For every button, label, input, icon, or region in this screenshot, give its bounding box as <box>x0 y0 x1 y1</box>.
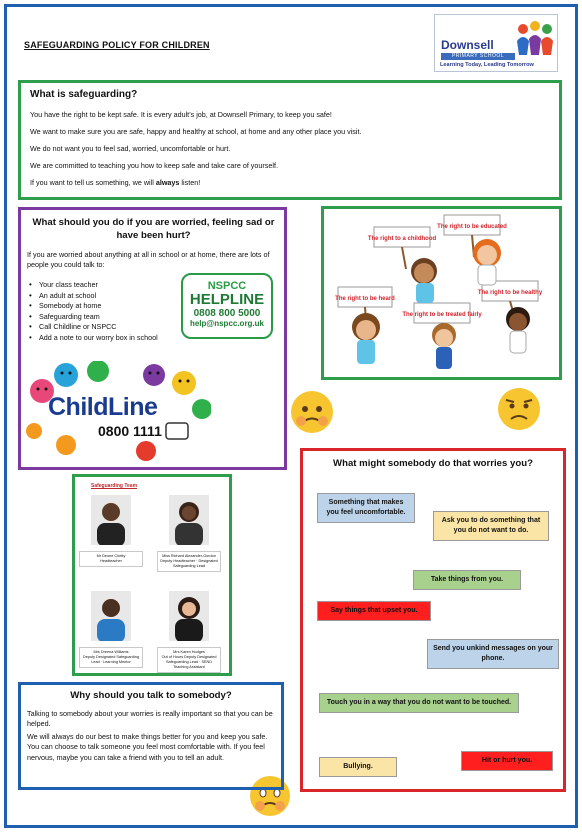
worried-heading: What should you do if you are worried, feeling sad or have been hurt? <box>32 217 275 241</box>
why-heading: Why should you talk to somebody? <box>70 690 232 701</box>
worry-tag: Ask you to do something that you do not want to do. <box>433 511 549 541</box>
worry-tag: Hit or hurt you. <box>461 751 553 771</box>
logo-band: PRIMARY SCHOOL <box>441 53 515 60</box>
team-member-photo <box>169 495 209 545</box>
rights-sign-fairly: The right to be treated fairly <box>402 312 482 318</box>
what-is-safeguarding-box <box>18 80 562 200</box>
team-title: Safeguarding Team <box>91 483 138 489</box>
what-line: We are committed to teaching you how to keep safe and take care of yourself. <box>30 161 278 170</box>
member-name: Miss Richard Alexander-Gordon <box>162 554 216 558</box>
why-talk-box <box>18 682 284 790</box>
worried-intro: If you are worried about anything at all in school or at home, there are lots of people you could talk to: <box>27 250 270 269</box>
safeguarding-team-box <box>72 474 232 676</box>
nspcc-email: help@nspcc.org.uk <box>189 319 265 328</box>
team-member-card <box>79 495 143 567</box>
member-name: Mr Deone Chetty <box>96 554 126 558</box>
rights-sign-heard: The right to be heard <box>335 296 395 302</box>
rights-sign-educated: The right to be educated <box>437 224 507 230</box>
what-line-listen <box>30 178 200 187</box>
team-member-photo <box>91 591 131 641</box>
member-name: Mrs Karen Hodges <box>173 650 205 654</box>
nspcc-helpline: HELPLINE <box>189 291 265 308</box>
worry-tag: Send you unkind messages on your phone. <box>427 639 559 669</box>
worries-heading: What might somebody do that worries you? <box>333 458 533 469</box>
member-role: Out of Hours Deputy Designated Safeguarding Lead · SEND Teaching Assistant <box>161 655 217 669</box>
worries-box <box>300 448 566 792</box>
listen-text-start: If you want to tell us something, we will <box>30 178 156 187</box>
list-item: • Your class teacher <box>27 280 158 291</box>
team-member-photo <box>91 495 131 545</box>
member-role: Headteacher <box>100 559 122 563</box>
childline-name: ChildLine <box>48 393 158 421</box>
people-list <box>27 280 158 344</box>
worry-tag: Say things that upset you. <box>317 601 431 621</box>
childline-number: 0800 1111 <box>98 423 162 439</box>
worry-tag: Something that makes you feel uncomfortable. <box>317 493 415 523</box>
why-paragraph: Talking to somebody about your worries is really important so that you can be helped. <box>27 709 273 729</box>
team-member-card <box>157 591 221 673</box>
team-member-card <box>157 495 221 572</box>
list-item: • Call Childline or NSPCC <box>27 322 158 333</box>
what-line: We want to make sure you are safe, happy and healthy at school, at home and any other place you visit. <box>30 127 362 136</box>
nspcc-helpline-logo <box>181 273 273 339</box>
rights-sign-childhood: The right to a childhood <box>367 236 437 242</box>
rights-illustration-box <box>321 206 562 380</box>
worry-tag: Touch you in a way that you do not want to be touched. <box>319 693 519 713</box>
team-member-name <box>157 647 221 673</box>
rights-sign-healthy: The right to be healthy <box>477 290 543 296</box>
worry-tag: Take things from you. <box>413 570 521 590</box>
logo-tagline: Learning Today, Leading Tomorrow <box>440 62 534 68</box>
list-item: • Add a note to our worry box in school <box>27 333 158 344</box>
listen-text-end: listen! <box>179 178 201 187</box>
team-member-photo <box>169 591 209 641</box>
member-role: Deputy Designated Safeguarding Lead · Learning Mentor <box>83 655 139 664</box>
what-line: We do not want you to feel sad, worried, uncomfortable or hurt. <box>30 144 231 153</box>
team-member-card <box>79 591 143 668</box>
page-title: SAFEGUARDING POLICY FOR CHILDREN <box>24 40 210 50</box>
nspcc-number: 0808 800 5000 <box>193 308 261 319</box>
children-logo-icon <box>513 19 557 59</box>
list-item: • Somebody at home <box>27 301 158 312</box>
sad-emoji-icon <box>496 386 542 432</box>
school-logo <box>434 14 558 72</box>
worried-emoji-icon <box>289 389 335 435</box>
childline-logo <box>26 361 211 463</box>
worried-box <box>18 207 287 470</box>
member-name: Mrs Dreena Williams <box>93 650 129 654</box>
logo-name: Downsell <box>441 38 494 52</box>
nspcc-brand: NSPCC <box>207 280 247 292</box>
member-role: Deputy Headteacher · Designated Safeguarding Lead <box>160 559 218 568</box>
list-item: • Safeguarding team <box>27 312 158 323</box>
what-line: You have the right to be kept safe. It is every adult’s job, at Downsell Primary, to keep you safe! <box>30 110 332 119</box>
listen-emphasis: always <box>155 178 180 187</box>
team-member-name <box>157 551 221 572</box>
list-item: • An adult at school <box>27 291 158 302</box>
team-member-name <box>79 551 143 567</box>
worry-tag: Bullying. <box>319 757 397 777</box>
team-member-name <box>79 647 143 668</box>
why-paragraph: We will always do our best to make things better for you and keep you safe. You can choose to talk someone you feel most comfortable with. If you feel nervous, maybe you can take a friend with you to tell an adult. <box>27 732 268 762</box>
children-rights-illustration <box>324 209 559 377</box>
what-is-heading: What is safeguarding? <box>30 89 138 100</box>
